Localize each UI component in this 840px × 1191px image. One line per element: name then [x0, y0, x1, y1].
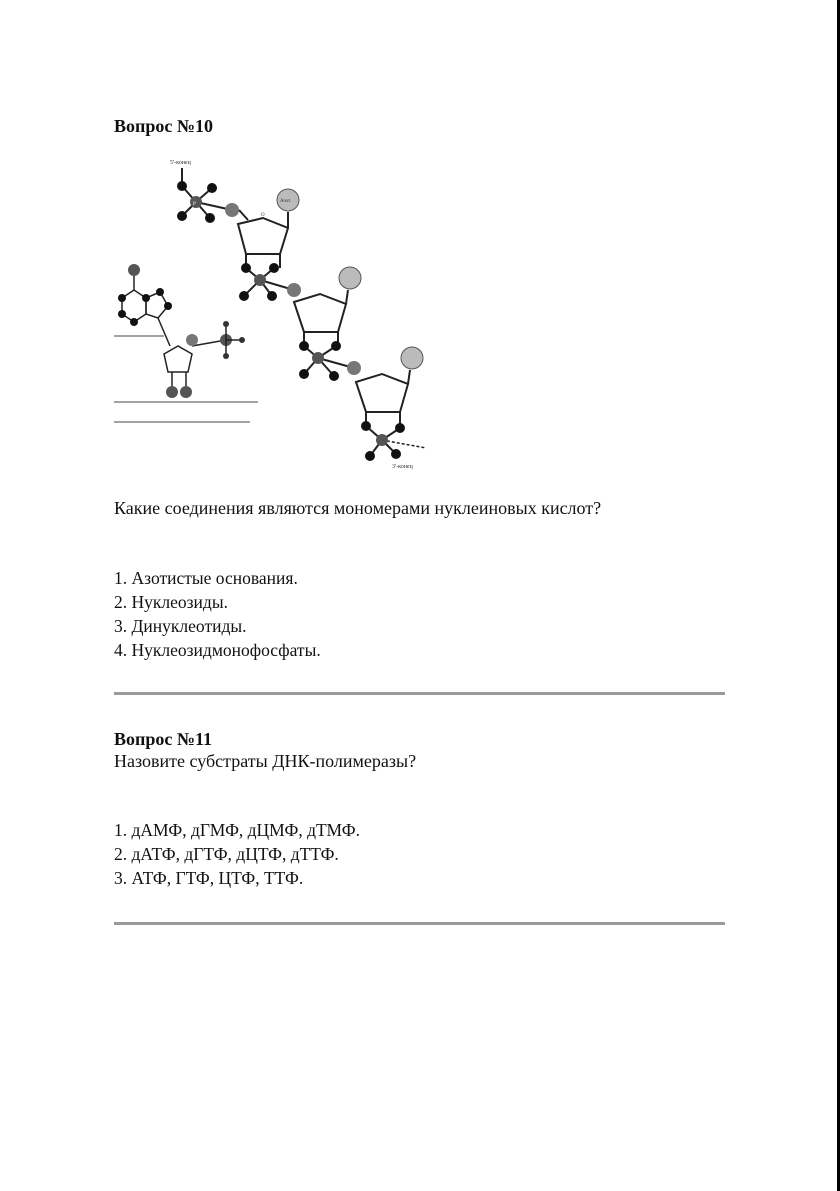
divider — [114, 692, 725, 695]
answer-option[interactable]: 2. Нуклеозиды. — [114, 592, 228, 612]
answer-option[interactable]: 3. АТФ, ГТФ, ЦТФ, ТТФ. — [114, 868, 304, 888]
label-5-end: 5'-конец — [170, 160, 191, 166]
nitrogen-base-2 — [339, 267, 361, 289]
nucleic-acid-structure-figure — [108, 150, 438, 480]
nucleotide-inset — [114, 264, 258, 422]
label-3-end: 3'-конец — [392, 464, 413, 470]
question-11-options — [114, 818, 360, 890]
sugar-ring-3 — [356, 370, 410, 426]
phosphate-group-3 — [299, 341, 361, 381]
question-10-text: Какие соединения являются мономерами нуклеиновых кислот? — [114, 498, 602, 518]
phosphate-group-1 — [177, 181, 239, 223]
phosphate-group-4 — [361, 421, 426, 461]
question-11-text: Назовите субстраты ДНК-полимеразы? — [114, 751, 417, 771]
question-10-options — [114, 566, 321, 662]
divider — [114, 922, 725, 925]
nitrogen-base-3 — [401, 347, 423, 369]
sugar-ring-1 — [238, 212, 288, 268]
answer-option[interactable]: 4. Нуклеозидмонофосфаты. — [114, 640, 321, 660]
svg-text:O: O — [261, 213, 265, 218]
question-11-title: Вопрос №11 — [114, 729, 212, 749]
answer-option[interactable]: 1. дАМФ, дГМФ, дЦМФ, дТМФ. — [114, 820, 360, 840]
answer-option[interactable]: 1. Азотистые основания. — [114, 568, 298, 588]
bond — [239, 210, 248, 220]
svg-text:Азот.: Азот. — [280, 199, 292, 204]
question-10-title: Вопрос №10 — [114, 116, 213, 136]
phosphate-group-2 — [239, 263, 301, 301]
answer-option[interactable]: 3. Динуклеотиды. — [114, 616, 247, 636]
svg-text:P: P — [193, 202, 196, 207]
sugar-ring-2 — [294, 290, 348, 346]
answer-option[interactable]: 2. дАТФ, дГТФ, дЦТФ, дТТФ. — [114, 844, 339, 864]
